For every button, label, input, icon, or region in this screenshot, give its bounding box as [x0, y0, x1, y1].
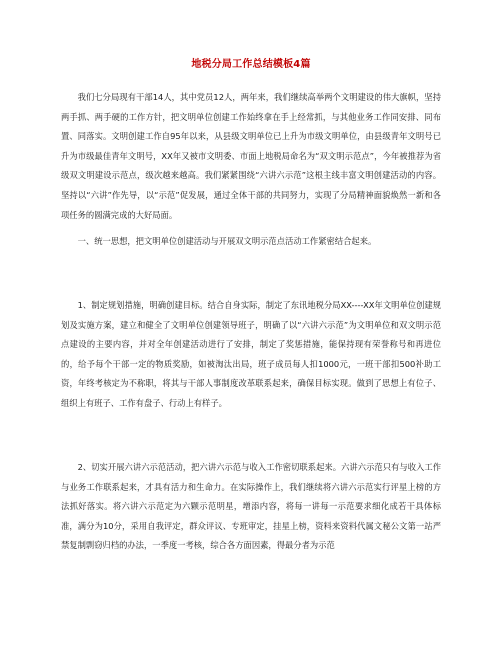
paragraph-section-heading: 一、统一思想，把文明单位创建活动与开展双文明示范点活动工作紧密结合起来。 — [77, 236, 377, 246]
paragraph-intro: 我们七分局现有干部14人，其中党员12人，两年来，我们继续高举两个文明建设的伟大旗帜，坚持两手抓、两手硬的工作方针，把文明单位创建工作始终拿在手上经常抓，与其他业务工作同安排、同布置、同落实。文明创建工作自95年以来，从县级文明单位已上升为市级文明单位，由县级青年文明号已升为市级最佳青年文明号，XX年又被市文明委、市面上地税局命名为“双文明示范点”，今年被推荐为省级双文明建设示范点，级次越来越高。我们紧紧围绕“六讲六示范”这根主线丰富文明创建活动的内容。坚持以“六讲”作先导，以“示范”促发展，通过全体干部的共同努力，实现了分局精神面貌焕然一新和各项任务的圆满完成的大好局面。 — [61, 92, 441, 220]
document-title: 地税分局工作总结模板4篇 — [191, 59, 311, 70]
paragraph-item-2: 2、切实开展六讲六示范活动，把六讲六示范与收入工作密切联系起来。六讲六示范只有与收入工作与业务工作联系起来，才具有活力和生命力。在实际操作上，我们继续将六讲六示范实行评星上榜的方法抓好落实。将六讲六示范定为六颗示范明星，增添内容，将每一讲每一示范要求细化成若干具体标准，满分为10分，采用自我评定，群众评议、专班审定，挂星上榜，资料来资料代属文秘公文第一站严禁复制剽窃归档的办法，一季度一考核，综合各方面因素，得最分者为示范 — [61, 462, 441, 551]
paragraph-item-1: 1、制定规划措施，明确创建目标。结合自身实际，制定了东讯地税分局XX----XX年文明单位创建规划及实施方案，建立和健全了文明单位创建领导班子，明确了以“六讲六示范”为文明单位和双文明示范点建设的主要内容，并对全年创建活动进行了安排，制定了奖惩措施，能保持现有荣誉称号和再进位的，给予每个干部一定的物质奖励，如被淘汰出局，班子成员每人扣1000元，一班干部扣500补助工资，年终考核定为不称职，将其与干部人事制度改革联系起来，确保目标实现。做到了思想上有位子、组织上有班子、工作有盘子、行动上有样子。 — [61, 300, 441, 408]
